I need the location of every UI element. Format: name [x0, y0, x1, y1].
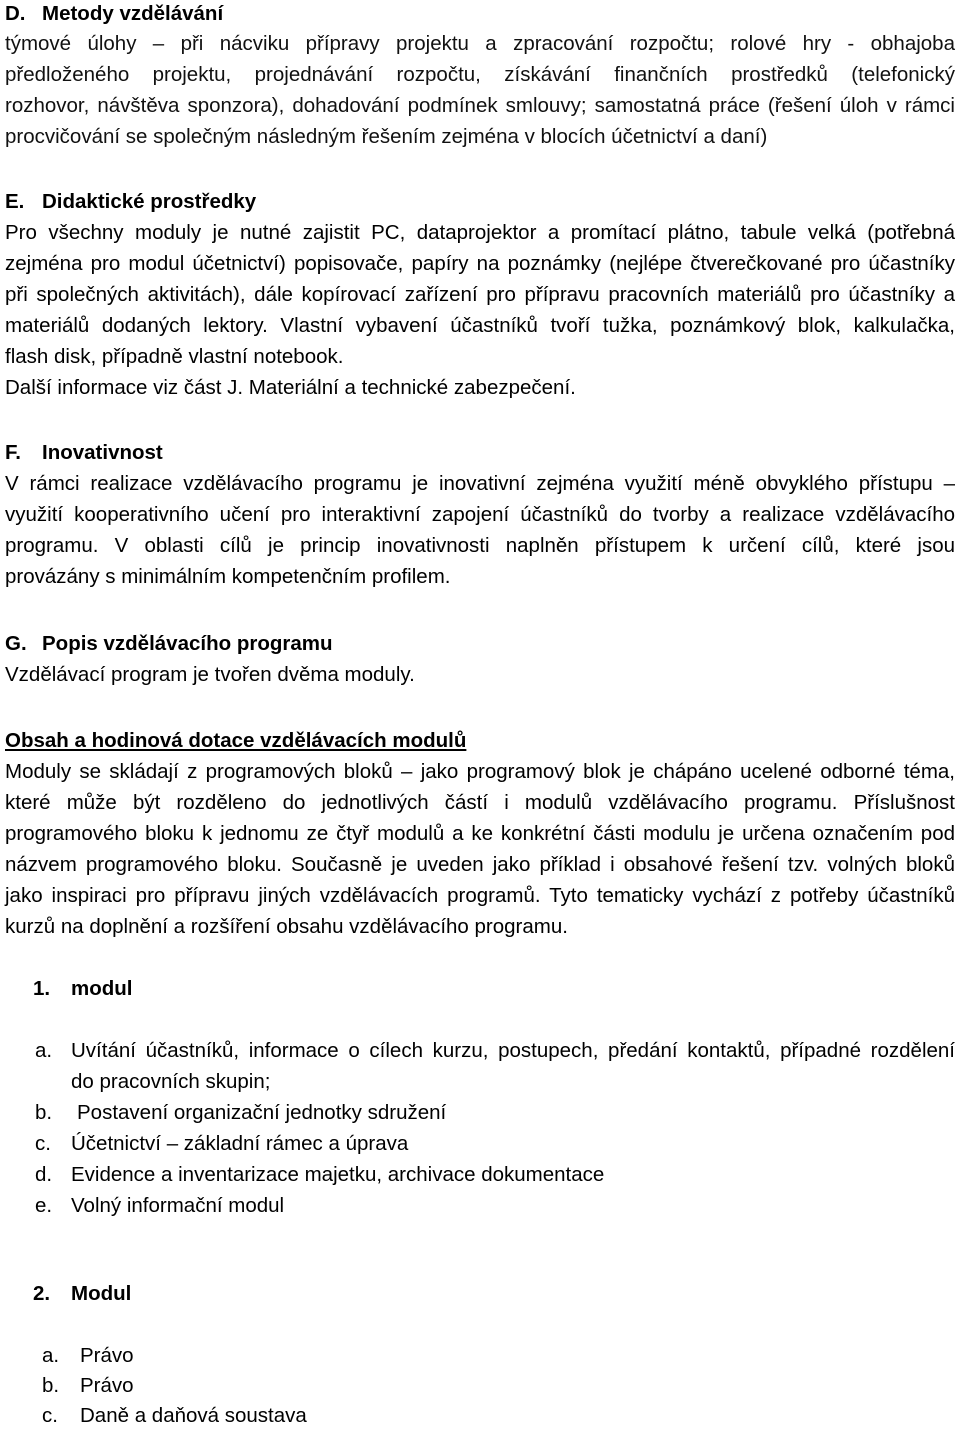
- paragraph-line: předloženého projektu, projednávání rozpočtu, získávání finančních prostředků (telefonický: [5, 63, 955, 86]
- list-marker: a.: [42, 1344, 60, 1367]
- section-d-title: Metody vzdělávání: [42, 2, 224, 25]
- paragraph-line: Moduly se skládají z programových bloků – jako programový blok je chápáno ucelené odborné téma,: [5, 760, 955, 783]
- paragraph-line: které může být rozděleno do jednotlivých částí i modulů vzdělávacího programu. Příslušnost: [5, 791, 955, 814]
- module-overview-heading: [5, 725, 955, 756]
- section-d-paragraph: [5, 28, 955, 152]
- section-e-note: Další informace viz část J. Materiální a technické zabezpečení.: [5, 376, 576, 399]
- paragraph-line: programu. V oblasti cílů je princip inovativnosti naplněn přístupem k určení cílů, které jsou: [5, 534, 955, 557]
- list-item-text: Postavení organizační jednotky sdružení: [77, 1101, 447, 1124]
- list-item: [5, 1341, 955, 1371]
- list-item: [5, 1128, 955, 1159]
- list-item-text: Právo: [80, 1374, 134, 1397]
- list-marker: b.: [42, 1374, 60, 1397]
- module-overview-paragraph: [5, 756, 955, 942]
- list-item-text: Daně a daňová soustava: [80, 1404, 307, 1427]
- section-f-heading: [5, 437, 955, 468]
- list-item: [5, 1159, 955, 1190]
- list-marker: b.: [35, 1101, 53, 1124]
- list-item: [5, 1401, 955, 1431]
- paragraph-line: při společných aktivitách), dále kopírovací zařízení pro přípravu pracovních materiálů pro účastníky a: [5, 283, 955, 306]
- list-item: [5, 1035, 955, 1097]
- section-e-heading: [5, 186, 955, 217]
- section-g-text: Vzdělávací program je tvořen dvěma moduly.: [5, 663, 415, 686]
- list-marker: a.: [35, 1039, 53, 1062]
- section-d-letter: D.: [5, 2, 26, 25]
- list-item: [5, 1097, 955, 1128]
- section-e-paragraph: [5, 217, 955, 403]
- paragraph-line: programového bloku k jednomu ze čtyř modulů a ke konkrétní části modulu je určena označením pod: [5, 822, 955, 845]
- paragraph-line: názvem programového bloku. Současně je uveden jako příklad i obsahové řešení tzv. volných bloků: [5, 853, 955, 876]
- module-2-number: 2.: [33, 1282, 51, 1305]
- list-item-text: Volný informační modul: [71, 1194, 285, 1217]
- section-f-title: Inovativnost: [42, 441, 163, 464]
- paragraph-line: V rámci realizace vzdělávacího programu je inovativní zejména využití méně obvyklého přístupu –: [5, 472, 955, 495]
- list-marker: c.: [35, 1132, 51, 1155]
- list-item-text: Uvítání účastníků, informace o cílech kurzu, postupech, předání kontaktů, případné rozdělení: [71, 1039, 955, 1062]
- module-2-list: [5, 1341, 955, 1431]
- paragraph-line: flash disk, případně vlastní notebook.: [5, 345, 344, 368]
- paragraph-line: Pro všechny moduly je nutné zajistit PC, dataprojektor a promítací plátno, tabule velká (potřebná: [5, 221, 955, 244]
- paragraph-line: využití kooperativního učení pro interaktivní zapojení účastníků do tvorby a realizace vzdělávacího: [5, 503, 955, 526]
- module-2-title: Modul: [71, 1282, 132, 1305]
- module-overview-title: Obsah a hodinová dotace vzdělávacích modulů: [5, 729, 467, 752]
- paragraph-line: týmové úlohy – při nácviku přípravy projektu a zpracování rozpočtu; rolové hry - obhajoba: [5, 32, 955, 55]
- list-item: [5, 1190, 955, 1221]
- list-marker: c.: [42, 1404, 58, 1427]
- section-g-heading: [5, 628, 955, 659]
- paragraph-line: provázány s minimálním kompetenčním profilem.: [5, 565, 451, 588]
- list-item-text: Právo: [80, 1344, 134, 1367]
- paragraph-line: kurzů na doplnění a rozšíření obsahu vzdělávacího programu.: [5, 915, 568, 938]
- section-g-letter: G.: [5, 632, 27, 655]
- section-e-title: Didaktické prostředky: [42, 190, 257, 213]
- list-item-text: do pracovních skupin;: [71, 1070, 271, 1093]
- section-f-paragraph: [5, 468, 955, 592]
- module-1-title: modul: [71, 977, 133, 1000]
- paragraph-line: jako inspiraci pro přípravu jiných vzdělávacích programů. Tyto tematicky vychází z potřeby účastníků: [5, 884, 955, 907]
- section-d-heading: [5, 0, 955, 28]
- section-g-title: Popis vzdělávacího programu: [42, 632, 333, 655]
- module-2-heading: [5, 1278, 955, 1309]
- list-item-text: Účetnictví – základní rámec a úprava: [71, 1132, 409, 1155]
- list-marker: d.: [35, 1163, 53, 1186]
- paragraph-line: procvičování se společným následným řešením zejména v blocích účetnictví a daní): [5, 125, 768, 148]
- list-item: [5, 1371, 955, 1401]
- paragraph-line: rozhovor, návštěva sponzora), dohadování podmínek smlouvy; samostatná práce (řešení úloh v rámci: [5, 94, 955, 117]
- paragraph-line: materiálů dodaných lektory. Vlastní vybavení účastníků tvoří tužka, poznámkový blok, kalkulačka,: [5, 314, 955, 337]
- section-e-letter: E.: [5, 190, 25, 213]
- list-item-text: Evidence a inventarizace majetku, archivace dokumentace: [71, 1163, 605, 1186]
- paragraph-line: zejména pro modul účetnictví) popisovače, papíry na poznámky (nejlépe čtverečkované pro účastníky: [5, 252, 955, 275]
- module-1-heading: [5, 973, 955, 1004]
- section-f-letter: F.: [5, 441, 21, 464]
- list-marker: e.: [35, 1194, 53, 1217]
- module-1-list: [5, 1035, 955, 1221]
- module-1-number: 1.: [33, 977, 51, 1000]
